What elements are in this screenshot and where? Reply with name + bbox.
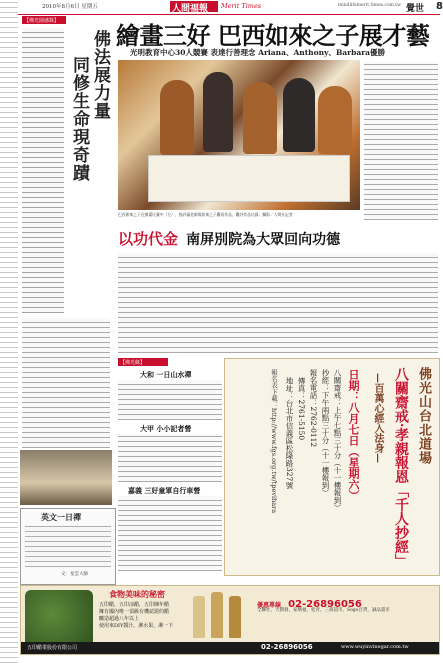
masthead-url: mindlifemerit.times.com.tw bbox=[338, 3, 401, 8]
left-story-body bbox=[22, 28, 64, 313]
photo-figure-5 bbox=[318, 86, 352, 154]
photo-figure-1 bbox=[160, 80, 194, 155]
food-ad-line1: 五印醋，五印涼醋，五印陳年醋 bbox=[99, 602, 170, 608]
left-story-title-1: 佛法展力量 bbox=[90, 30, 110, 120]
food-ad-footer-phone: 02-26896056 bbox=[261, 643, 313, 651]
sub2-title: 大甲 小小記者營 bbox=[140, 424, 192, 433]
left-story-title-2: 同修生命現奇蹟 bbox=[69, 56, 89, 182]
food-ad-store-info: 全聯社，大潤發，家樂福，松青，三商超市，Sogo百貨，誠品超市 bbox=[257, 608, 390, 613]
food-ad-line3: 釀造超過八年以上 bbox=[99, 616, 140, 622]
paper-logo bbox=[170, 1, 218, 12]
sub1-body bbox=[118, 380, 222, 420]
event-org: 佛光山台北道場 bbox=[416, 367, 431, 465]
event-fax: 傳真：2761-5150 bbox=[297, 377, 306, 441]
sub2-body bbox=[118, 434, 222, 482]
headline-title: 繪畫三好 巴西如來之子展才藝 bbox=[116, 21, 430, 50]
left-story bbox=[20, 16, 112, 316]
merit-times-label: Merit Times bbox=[221, 2, 262, 10]
english-box-title: 英文一日禪 bbox=[41, 512, 81, 522]
photo-figure-3 bbox=[243, 82, 277, 154]
event-title: 八關齋戒‧孝親報恩「千人抄經」 bbox=[393, 367, 409, 568]
photo-figure-4 bbox=[283, 78, 315, 152]
masthead-date: 2010年8月6日 星期五 bbox=[42, 4, 98, 10]
page-number: 8 bbox=[436, 1, 443, 12]
article2-title-red: 以功代金 bbox=[118, 230, 179, 248]
food-ad bbox=[20, 585, 440, 655]
fgs-tag bbox=[118, 358, 168, 366]
event-session1: 八關齋戒：上午七點三十分（十一樓報到） bbox=[333, 369, 342, 512]
paper-name: 人間福報 bbox=[172, 4, 209, 14]
column-tag bbox=[22, 16, 66, 24]
food-ad-footer bbox=[21, 642, 439, 654]
english-box-byline: 文：星雲大師 bbox=[61, 572, 88, 577]
event-address: 地址：台北市信義區松隆路327號 bbox=[285, 377, 294, 489]
food-ad-footer-web: www.wuyinvinegar.com.tw bbox=[341, 644, 409, 650]
food-ad-line2: 擁有國內唯一頂級有機認證的醋 bbox=[99, 609, 170, 615]
masthead bbox=[18, 0, 443, 15]
sub3-title: 嘉義 三好童軍自行車營 bbox=[128, 486, 201, 495]
photo-figure-2 bbox=[203, 72, 233, 152]
food-ad-logo bbox=[25, 590, 93, 650]
event-download: 報名表下載：http://www.fgs.org.tw/tpevihara bbox=[270, 369, 278, 514]
sub3-body bbox=[118, 496, 222, 571]
food-ad-footer-company: 五印醋業股份有限公司 bbox=[27, 645, 78, 651]
food-ad-bottles bbox=[189, 590, 249, 638]
fgs-tag-label: 【佛光緣】 bbox=[120, 360, 146, 366]
article2-title-black: 南屏別院為大眾回向功德 bbox=[186, 232, 341, 248]
photo-table bbox=[148, 155, 350, 202]
food-ad-hotline-label: 優惠專線 bbox=[257, 602, 282, 609]
left-photo bbox=[20, 450, 112, 505]
sub1-title: 大和 一日山水禪 bbox=[140, 370, 192, 379]
food-ad-headline: 食物美味的秘密 bbox=[109, 589, 165, 599]
left-ad-strip bbox=[0, 0, 18, 663]
event-theme: —百萬心經入法身— bbox=[372, 373, 383, 463]
article2-body bbox=[118, 253, 438, 353]
food-ad-hotline-number: 02-26896056 bbox=[288, 599, 362, 610]
event-ad bbox=[224, 358, 440, 576]
column-tag-label: 【佛光園感錄】 bbox=[24, 18, 60, 24]
headline-subtitle: 光明教育中心30人競賽 表達行善理念 Ariana、Anthony、Barbara優勝 bbox=[130, 48, 386, 57]
english-box-body bbox=[25, 525, 111, 567]
section-name: 覺世 bbox=[406, 4, 425, 14]
event-date: 日期：八月七日（星期六） bbox=[347, 369, 360, 501]
event-session2: 抄經：下午兩點三十分（十一樓報到） bbox=[321, 369, 330, 497]
main-photo bbox=[118, 60, 360, 210]
headline-body-right bbox=[364, 62, 438, 220]
article2-title bbox=[118, 228, 438, 250]
photo-caption: 巴西如來之子在繪畫比賽中（左），指評審老師與如來之子觀看作品，觀評作品比賽；攝影／人間社記者 bbox=[118, 212, 293, 217]
english-box bbox=[20, 508, 116, 585]
food-ad-line4: 使用來DIY醬汁。淋水果，淋一下 bbox=[99, 623, 174, 629]
event-phone: 報名電話：2762-0112 bbox=[309, 369, 318, 448]
left-story-body-2 bbox=[22, 318, 110, 448]
